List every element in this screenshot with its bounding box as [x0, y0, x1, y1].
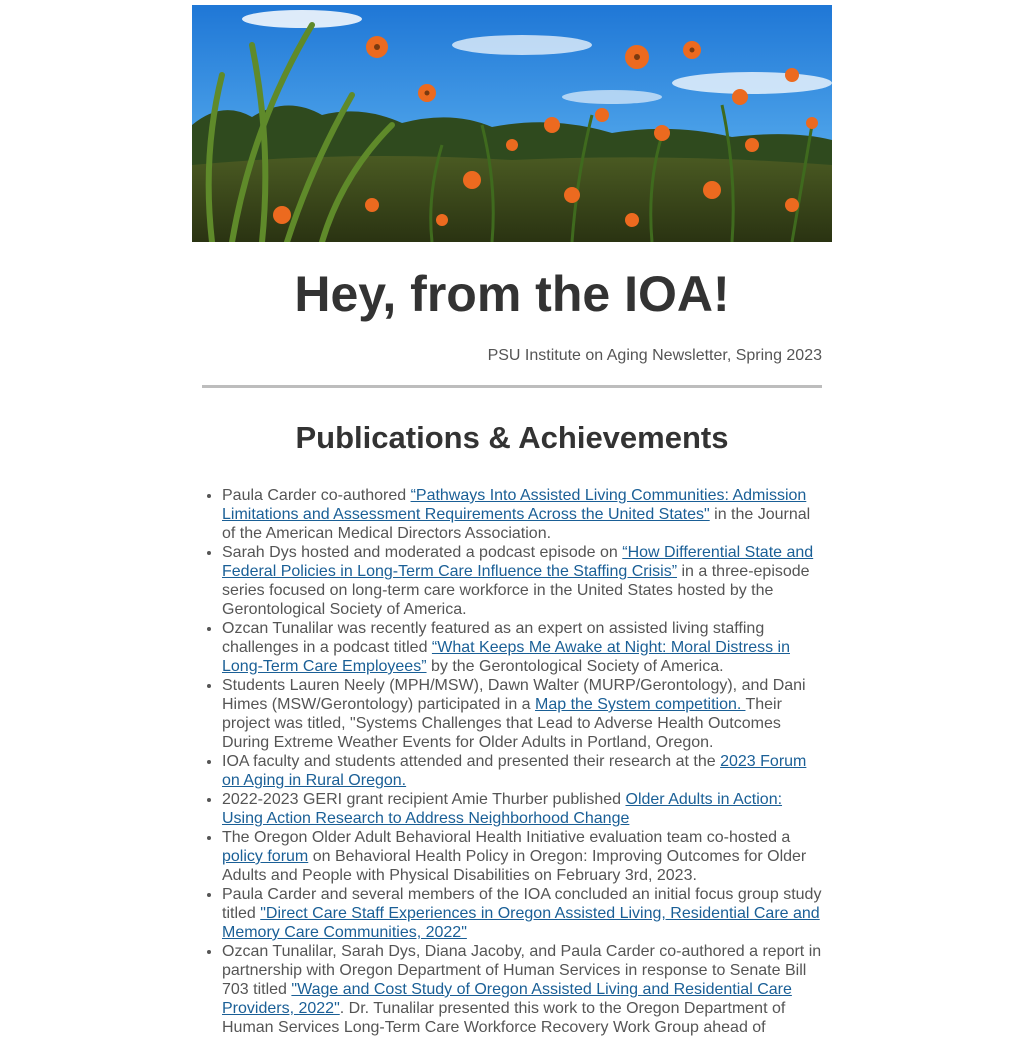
- item-text: Ozcan Tunalilar, Sarah Dys, Diana Jacoby, and Paula Carder co-authored a report in partnership with Oregon Department of Human Services in response to Senate Bill 703 titled: [222, 943, 822, 998]
- publication-link[interactable]: “Pathways Into Assisted Living Communities: Admission Limitations and Assessment Requirements Across the United States": [222, 487, 807, 523]
- list-item: [222, 486, 822, 543]
- newsletter-subtitle: PSU Institute on Aging Newsletter, Spring 2023: [487, 347, 822, 364]
- item-text: Sarah Dys hosted and moderated a podcast episode on: [222, 544, 623, 561]
- item-text: Paula Carder co-authored: [222, 487, 411, 504]
- publications-list: [202, 486, 822, 1037]
- section-title: Publications & Achievements: [295, 420, 729, 455]
- list-item: [222, 885, 822, 942]
- publication-link[interactable]: "Wage and Cost Study of Oregon Assisted Living and Residential Care Providers, 2022": [222, 981, 792, 1017]
- item-text: Paula Carder and several members of the IOA concluded an initial focus group study titled: [222, 886, 822, 922]
- item-text: in a three-episode series focused on long-term care workforce in the United States hosted by the Gerontological Society of America.: [222, 563, 810, 618]
- publication-link[interactable]: Map the System competition.: [535, 696, 746, 713]
- item-text: in the Journal of the American Medical Directors Association.: [222, 506, 811, 542]
- list-item: [222, 752, 822, 790]
- publication-link[interactable]: Older Adults in Action: Using Action Research to Address Neighborhood Change: [222, 791, 783, 827]
- list-item: [222, 790, 822, 828]
- item-text: Ozcan Tunalilar was recently featured as an expert on assisted living staffing challenges in a podcast titled: [222, 620, 765, 656]
- list-item: [222, 543, 822, 619]
- divider: [202, 385, 822, 388]
- list-item: [222, 619, 822, 676]
- item-text: by the Gerontological Society of America.: [426, 658, 724, 675]
- item-text: Students Lauren Neely (MPH/MSW), Dawn Walter (MURP/Gerontology), and Dani Himes (MSW/Gerontology) participated in a: [222, 677, 806, 713]
- newsletter-title: Hey, from the IOA!: [294, 266, 730, 322]
- item-text: IOA faculty and students attended and presented their research at the: [222, 753, 721, 770]
- item-text: . Dr. Tunalilar presented this work to the Oregon Department of Human Services Long-Term Care Workforce Recovery Work Group ahead of: [222, 1000, 786, 1036]
- item-text: The Oregon Older Adult Behavioral Health Initiative evaluation team co-hosted a: [222, 829, 791, 846]
- newsletter: [192, 5, 832, 1037]
- publication-link[interactable]: 2023 Forum on Aging in Rural Oregon.: [222, 753, 807, 789]
- publication-link[interactable]: "Direct Care Staff Experiences in Oregon Assisted Living, Residential Care and Memory Care Communities, 2022": [222, 905, 820, 941]
- item-text: Their project was titled, "Systems Challenges that Lead to Adverse Health Outcomes During Extreme Weather Events for Older Adults in Portland, Oregon.: [222, 696, 782, 751]
- publication-link[interactable]: “How Differential State and Federal Policies in Long-Term Care Influence the Staffing Crisis”: [222, 544, 814, 580]
- publication-link[interactable]: “What Keeps Me Awake at Night: Moral Distress in Long-Term Care Employees”: [222, 639, 790, 675]
- list-item: [222, 828, 822, 885]
- list-item: [222, 676, 822, 752]
- publication-link[interactable]: policy forum: [222, 848, 309, 865]
- list-item: [222, 942, 822, 1037]
- item-text: on Behavioral Health Policy in Oregon: Improving Outcomes for Older Adults and People with Physical Disabilities on February 3rd, 2023.: [222, 848, 807, 884]
- hero-image: [192, 5, 832, 242]
- item-text: 2022-2023 GERI grant recipient Amie Thurber published: [222, 791, 626, 808]
